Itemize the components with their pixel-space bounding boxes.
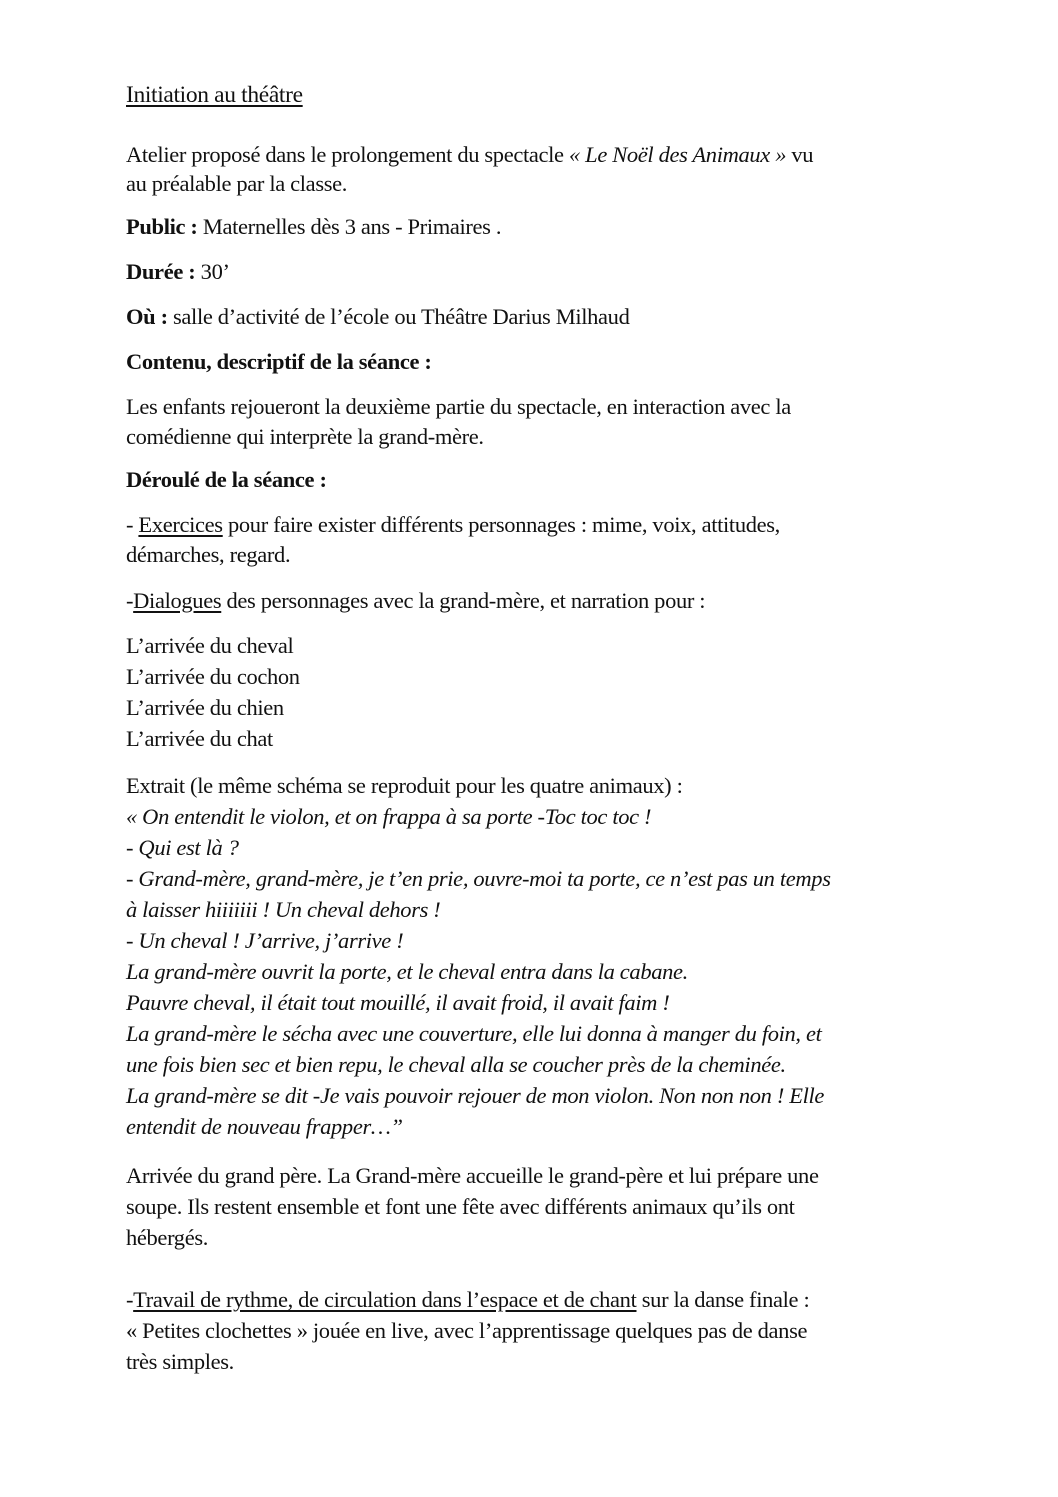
travail-prefix: - xyxy=(126,1287,134,1312)
extrait-line: La grand-mère le sécha avec une couverture, elle lui donna à manger du foin, et xyxy=(126,1021,822,1046)
dialogues-rest: des personnages avec la grand-mère, et narration pour : xyxy=(221,588,706,613)
dialogues-prefix: - xyxy=(126,588,134,613)
extrait-intro: Extrait (le même schéma se reproduit pour les quatre animaux) : xyxy=(126,773,683,798)
arrival-item: L’arrivée du chien xyxy=(126,695,284,720)
extrait-line: - Un cheval ! J’arrive, j’arrive ! xyxy=(126,928,404,953)
grand-pere-line: soupe. Ils restent ensemble et font une fête avec différents animaux qu’ils ont xyxy=(126,1194,795,1219)
intro-line-1 xyxy=(126,140,813,170)
travail-line-3: très simples. xyxy=(126,1349,234,1374)
public-value: Maternelles dès 3 ans - Primaires . xyxy=(197,214,502,239)
duree-field xyxy=(126,257,230,287)
extrait-line: - Qui est là ? xyxy=(126,835,239,860)
extrait-line: « On entendit le violon, et on frappa à sa porte -Toc toc toc ! xyxy=(126,804,652,829)
extrait-line: Pauvre cheval, il était tout mouillé, il avait froid, il avait faim ! xyxy=(126,990,670,1015)
intro-line-2: au préalable par la classe. xyxy=(126,171,348,196)
exercices-line-2: démarches, regard. xyxy=(126,542,291,567)
contenu-line-1: Les enfants rejoueront la deuxième partie du spectacle, en interaction avec la xyxy=(126,394,791,419)
duree-value: 30’ xyxy=(195,259,230,284)
arrival-item: L’arrivée du cochon xyxy=(126,664,300,689)
ou-value: salle d’activité de l’école ou Théâtre Darius Milhaud xyxy=(167,304,630,329)
extrait-line: entendit de nouveau frapper…” xyxy=(126,1114,403,1139)
show-title: « Le Noël des Animaux » xyxy=(568,142,787,167)
document-title: Initiation au théâtre xyxy=(126,82,303,108)
duree-label: Durée : xyxy=(126,259,196,284)
exercices-prefix: - xyxy=(126,512,139,537)
arrival-item: L’arrivée du chat xyxy=(126,726,273,751)
arrival-item: L’arrivée du cheval xyxy=(126,633,294,658)
dialogues-line xyxy=(126,586,705,616)
travail-line-2: « Petites clochettes » jouée en live, avec l’apprentissage quelques pas de danse xyxy=(126,1318,808,1343)
public-field xyxy=(126,212,501,242)
exercices-line-1 xyxy=(126,510,780,540)
extrait-line: La grand-mère se dit -Je vais pouvoir rejouer de mon violon. Non non non ! Elle xyxy=(126,1083,825,1108)
extrait-line: La grand-mère ouvrit la porte, et le cheval entra dans la cabane. xyxy=(126,959,688,984)
extrait-line: - Grand-mère, grand-mère, je t’en prie, ouvre-moi ta porte, ce n’est pas un temps xyxy=(126,866,831,891)
travail-keyword: Travail de rythme, de circulation dans l’espace et de chant xyxy=(133,1287,637,1312)
extrait-line: à laisser hiiiiiii ! Un cheval dehors ! xyxy=(126,897,441,922)
ou-label: Où : xyxy=(126,304,168,329)
public-label: Public : xyxy=(126,214,198,239)
exercices-rest: pour faire exister différents personnages : mime, voix, attitudes, xyxy=(222,512,780,537)
ou-field xyxy=(126,302,630,332)
contenu-heading: Contenu, descriptif de la séance : xyxy=(126,349,432,374)
dialogues-keyword: Dialogues xyxy=(133,588,222,613)
intro-text-after: vu xyxy=(786,142,814,167)
grand-pere-line: hébergés. xyxy=(126,1225,209,1250)
exercices-keyword: Exercices xyxy=(138,512,223,537)
deroule-heading: Déroulé de la séance : xyxy=(126,467,327,492)
contenu-line-2: comédienne qui interprète la grand-mère. xyxy=(126,424,484,449)
intro-text: Atelier proposé dans le prolongement du spectacle xyxy=(126,142,569,167)
grand-pere-line: Arrivée du grand père. La Grand-mère accueille le grand-père et lui prépare une xyxy=(126,1163,819,1188)
extrait-line: une fois bien sec et bien repu, le cheval alla se coucher près de la cheminée. xyxy=(126,1052,786,1077)
travail-rest: sur la danse finale : xyxy=(636,1287,810,1312)
travail-line-1 xyxy=(126,1285,809,1315)
